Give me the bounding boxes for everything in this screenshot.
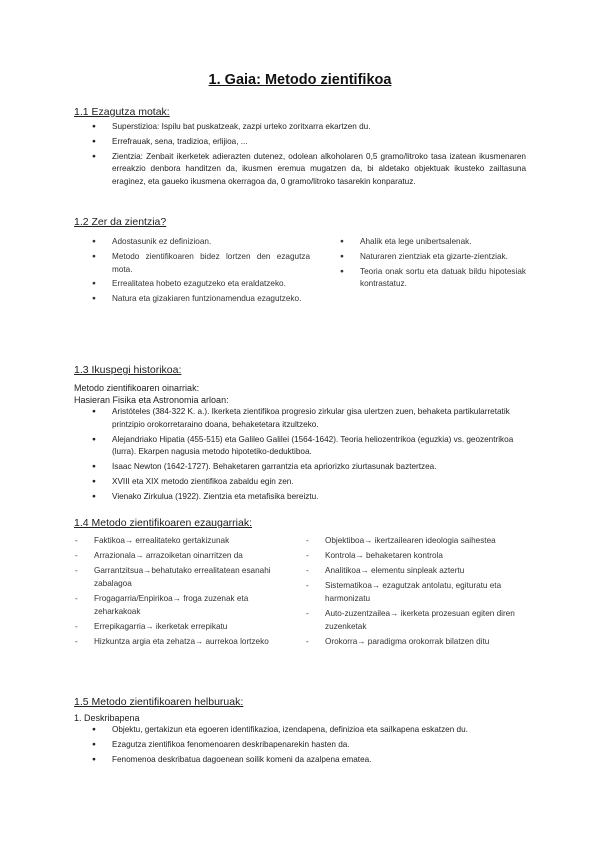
section-1-5-list	[92, 724, 530, 768]
list-item: ● Zientzia: Zenbait ikerketek adierazten dutenez, odolean alkoholaren 0,5 gramo/litroko tasa izatean ikusmenaren erreakzio denbora handitzen da, ikusmen eremua mugatzen da, bi aldetako objektuak ikusteko zailtasuna eraginez, eta gaueko ikusmena okerragoa da, 0 gramo/litroko tasarekin konparatuz.	[92, 151, 526, 189]
page-title: 1. Gaia: Metodo zientifikoa	[208, 72, 392, 88]
list-item: ● Vienako Zirkulua (1922). Zientzia eta metafisika bereiztu.	[92, 491, 532, 504]
section-1-2-left-list	[92, 236, 310, 308]
list-item: - Orokorra→ paradigma orokorrak bilatzen ditu	[305, 636, 529, 649]
section-1-2-heading: 1.2 Zer da zientzia?	[74, 216, 167, 228]
list-item: ● Errefrauak, sena, tradizioa, erlijioa, ...	[92, 136, 526, 149]
list-item: - Arrazionala→ arrazoiketan oinarritzen da	[74, 550, 296, 563]
list-item: ● Alejandriako Hipatia (455-515) eta Galileo Galilei (1564-1642). Teoria heliozentrikoa (eguzkia) vs. geozentrikoa (lurra). Ekarpen nagusia metodo hipotetiko-deduktiboa.	[92, 434, 532, 460]
section-1-3-list	[92, 406, 532, 506]
list-item: ● Naturaren zientziak eta gizarte-zientziak.	[340, 251, 526, 264]
list-item: - Auto-zuzentzailea→ ikerketa prozesuan egiten diren zuzenketak	[305, 608, 529, 634]
list-item: - Frogagarria/Enpirikoa→ froga zuzenak eta zeharkakoak	[74, 593, 296, 619]
list-item: - Objektiboa→ ikertzailearen ideologia saihestea	[305, 535, 529, 548]
list-item: - Faktikoa→ errealitateko gertakizunak	[74, 535, 296, 548]
list-item: - Hizkuntza argia eta zehatza→ aurrekoa lortzeko	[74, 636, 296, 649]
list-item: ● Metodo zientifikoaren bidez lortzen den ezagutza mota.	[92, 251, 310, 277]
list-item: ● Isaac Newton (1642-1727). Behaketaren garrantzia eta apriorizko ziurtasunak baztertzea.	[92, 461, 532, 474]
section-1-3-heading: 1.3 Ikuspegi historikoa:	[74, 364, 182, 376]
section-1-3-line1: Metodo zientifikoaren oinarriak:	[74, 383, 200, 393]
section-1-4-heading: 1.4 Metodo zientifikoaren ezaugarriak:	[74, 517, 253, 529]
list-item: - Sistematikoa→ ezagutzak antolatu, egituratu eta harmonizatu	[305, 580, 529, 606]
list-item: - Kontrola→ behaketaren kontrola	[305, 550, 529, 563]
list-item: ● Ezagutza zientifikoa fenomenoaren deskribapenarekin hasten da.	[92, 739, 530, 752]
list-item: - Garrantzitsua→behatutako errealitatean esanahi zabalagoa	[74, 565, 296, 591]
list-item: - Errepikagarria→ ikerketak errepikatu	[74, 621, 296, 634]
section-1-4-left-list	[74, 535, 296, 651]
list-item: ● Natura eta gizakiaren funtzionamendua ezagutzeko.	[92, 293, 310, 306]
list-item: ● Fenomenoa deskribatua dagoenean soilik komeni da azalpena ematea.	[92, 754, 530, 767]
list-item: ● Ahalik eta lege unibertsalenak.	[340, 236, 526, 249]
list-item: - Analitikoa→ elementu sinpleak aztertu	[305, 565, 529, 578]
list-item: ● Aristóteles (384-322 K. a.). Ikerketa zientifikoa progresio zirkular gisa ulertzen zuen, behaketa partikularretatik printzipio orokorretaraino doana, behaketetara itzultzeko.	[92, 406, 532, 432]
list-item: ● Errealitatea hobeto ezagutzeko eta eraldatzeko.	[92, 278, 310, 291]
section-1-5-line1: 1. Deskribapena	[74, 713, 140, 723]
list-item: ● Adostasunik ez definizioan.	[92, 236, 310, 249]
section-1-3-line2: Hasieran Fisika eta Astronomia arloan:	[74, 395, 229, 405]
list-item: ● Superstizioa: Ispilu bat puskatzeak, zazpi urteko zoritxarra ekartzen du.	[92, 121, 526, 134]
section-1-4-right-list	[305, 535, 529, 651]
section-1-1-heading: 1.1 Ezagutza motak:	[74, 106, 170, 118]
section-1-2-right-list	[340, 236, 526, 293]
list-item: ● Teoria onak sortu eta datuak bildu hipotesiak kontrastatuz.	[340, 266, 526, 292]
list-item: ● Objektu, gertakizun eta egoeren identifikazioa, izendapena, definizioa eta sailkapena eskatzen du.	[92, 724, 530, 737]
section-1-1-list	[92, 121, 526, 191]
section-1-5-heading: 1.5 Metodo zientifikoaren helburuak:	[74, 696, 244, 708]
list-item: ● XVIII eta XIX metodo zientifikoa zabaldu egin zen.	[92, 476, 532, 489]
